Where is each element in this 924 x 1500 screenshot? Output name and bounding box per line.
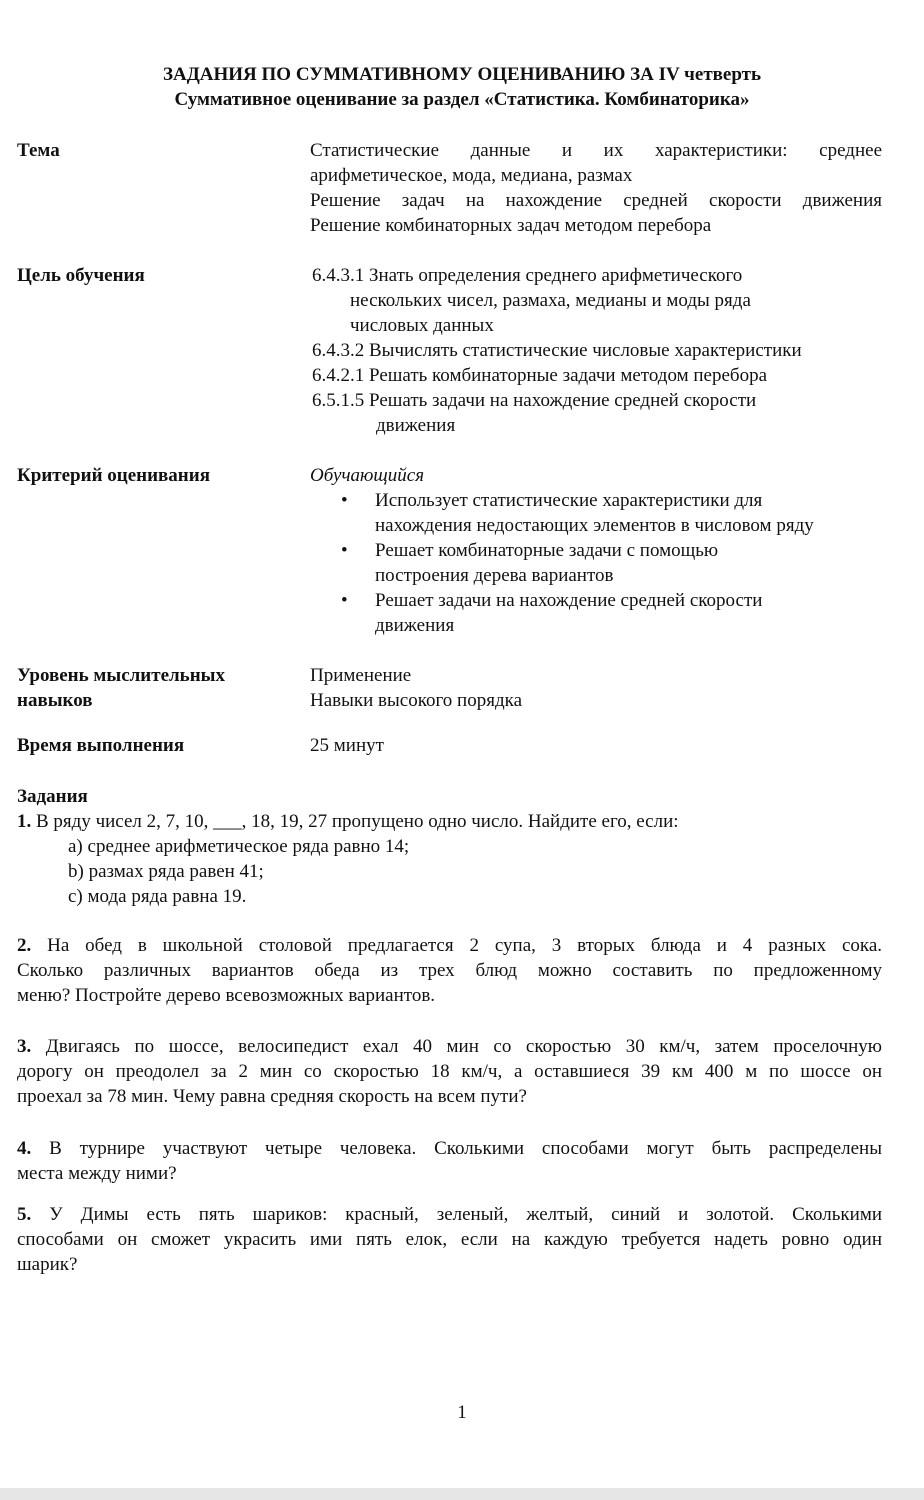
task-1: 1. В ряду чисел 2, 7, 10, ___, 18, 19, 27 пропущено одно число. Найдите его, если: а) среднее арифметическое ряда равно 14; b) размах ряда равен 41; c) мода ряда равна 19. — [17, 809, 882, 909]
topic-label: Тема — [17, 140, 60, 161]
goal-line: движения — [376, 415, 456, 436]
criteria-list — [310, 488, 882, 638]
bullet-icon: • — [341, 490, 348, 511]
task-4: 4. В турнире участвуют четыре человека. Сколькими способами могут быть распределены места между ними? — [17, 1138, 882, 1184]
goal-line: 6.4.2.1 Решать комбинаторные задачи методом перебора — [312, 365, 768, 386]
page-title: ЗАДАНИЯ ПО СУММАТИВНОМУ ОЦЕНИВАНИЮ ЗА IV четверть — [162, 64, 762, 85]
task-3: 3. Двигаясь по шоссе, велосипедист ехал 40 мин со скоростью 30 км/ч, затем проселочную дорогу он преодолел за 2 мин со скоростью 18 км/ч, а оставшиеся 39 км 400 м по шоссе он проехал за 78 мин. Чему равна средняя скорость на всем пути? — [17, 1036, 882, 1107]
task-number: 5. — [17, 1204, 32, 1225]
task-number: 4. — [17, 1138, 32, 1159]
bullet-icon: • — [341, 590, 348, 611]
topic-line: арифметическое, мода, медиана, размах — [310, 165, 633, 186]
task-5: 5. У Димы есть пять шариков: красный, зеленый, желтый, синий и золотой. Сколькими способами он сможет украсить ими пять елок, если на каждую требуется надеть ровно один шарик? — [17, 1204, 883, 1275]
criteria-item: • Использует статистические характеристики для нахождения недостающих элементов в числовом ряду — [341, 490, 814, 536]
skills-value: Применение Навыки высокого порядка — [310, 665, 522, 711]
page-subtitle: Суммативное оценивание за раздел «Статистика. Комбинаторика» — [174, 89, 750, 110]
topic-line: Решение задач на нахождение средней скорости движения — [310, 190, 882, 211]
task-number: 2. — [17, 935, 32, 956]
time-label: Время выполнения — [17, 735, 185, 756]
goal-line: числовых данных — [350, 315, 494, 336]
task-number: 3. — [17, 1036, 32, 1057]
goal-line: 6.4.3.2 Вычислять статистические числовые характеристики — [312, 340, 802, 361]
time-value: 25 минут — [310, 735, 384, 756]
goal-value — [312, 263, 884, 438]
task-number: 1. — [17, 811, 32, 832]
skills-label: Уровень мыслительных навыков — [17, 665, 225, 711]
goal-label: Цель обучения — [17, 265, 145, 286]
criteria-intro: Обучающийся — [310, 465, 425, 486]
criteria-value — [310, 463, 882, 638]
page-number: 1 — [457, 1402, 467, 1423]
criteria-item: • Решает комбинаторные задачи с помощью построения дерева вариантов — [341, 540, 719, 586]
task-1-item: b) размах ряда равен 41; — [68, 861, 264, 882]
task-2: 2. На обед в школьной столовой предлагается 2 супа, 3 вторых блюда и 4 разных сока. Сколько различных вариантов обеда из трех блюд можно составить по предложенному меню? Постройте дерево всевозможных вариантов. — [17, 935, 883, 1006]
criteria-item: • Решает задачи на нахождение средней скорости движения — [341, 590, 763, 636]
goal-line: 6.5.1.5 Решать задачи на нахождение средней скорости — [312, 390, 757, 411]
goal-line: нескольких чисел, размаха, медианы и моды ряда — [350, 290, 751, 311]
topic-line: Решение комбинаторных задач методом перебора — [310, 215, 712, 236]
goal-line: 6.4.3.1 Знать определения среднего арифметического — [312, 265, 743, 286]
tasks-heading: Задания — [17, 786, 88, 807]
task-1-item: а) среднее арифметическое ряда равно 14; — [68, 836, 410, 857]
task-1-item: c) мода ряда равна 19. — [68, 886, 247, 907]
topic-line: Статистические данные и их характеристики: среднее — [310, 140, 882, 161]
criteria-label: Критерий оценивания — [17, 465, 210, 486]
bullet-icon: • — [341, 540, 348, 561]
topic-value — [310, 138, 882, 238]
viewer-bottom-band — [0, 1488, 924, 1500]
